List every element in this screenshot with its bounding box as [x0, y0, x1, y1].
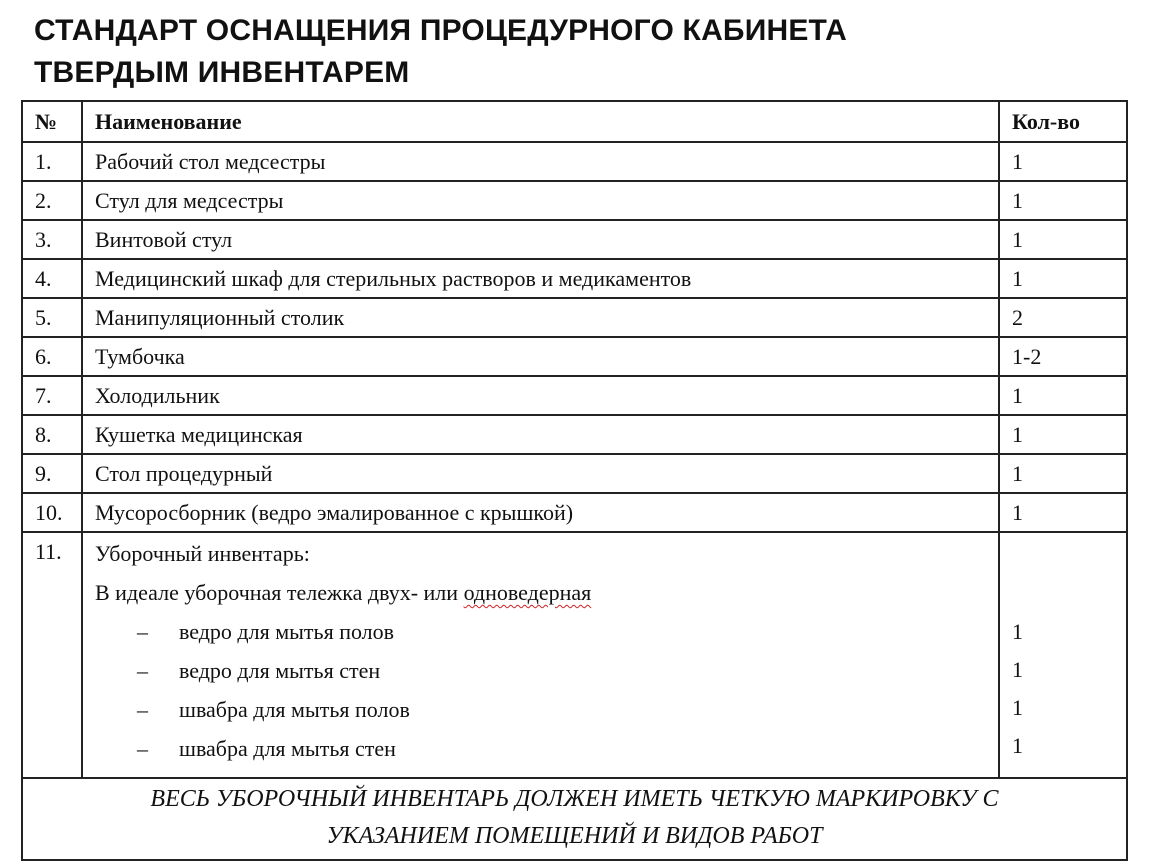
header-number: № — [22, 101, 82, 142]
footer-line-2: УКАЗАНИЕМ ПОМЕЩЕНИЙ И ВИДОВ РАБОТ — [326, 823, 823, 849]
footer-line-1: ВЕСЬ УБОРОЧНЫЙ ИНВЕНТАРЬ ДОЛЖЕН ИМЕТЬ ЧЕТКУЮ МАРКИРОВКУ С — [150, 786, 999, 812]
note-text: В идеале уборочная тележка двух- или — [95, 580, 464, 605]
dash-bullet: – — [137, 658, 148, 683]
row-name: Холодильник — [82, 376, 999, 415]
cleaning-inventory-heading: Уборочный инвентарь: — [95, 541, 310, 566]
cleaning-sub-item — [95, 734, 998, 773]
row-quantity: 1 — [999, 493, 1127, 532]
row-quantity: 1-2 — [999, 337, 1127, 376]
row-number: 11. — [22, 532, 82, 778]
row-number: 6. — [22, 337, 82, 376]
cleaning-sub-item — [95, 695, 998, 734]
row-name: Стол процедурный — [82, 454, 999, 493]
page-title — [34, 10, 1124, 94]
cleaning-sub-item — [95, 617, 998, 656]
row-number: 5. — [22, 298, 82, 337]
sub-item-name: швабра для мытья полов — [179, 697, 410, 722]
table-row — [22, 415, 1127, 454]
sub-item-name: швабра для мытья стен — [179, 736, 396, 761]
table-row — [22, 181, 1127, 220]
header-name: Наименование — [82, 101, 999, 142]
table-row — [22, 493, 1127, 532]
row-name: Медицинский шкаф для стерильных растворов и медикаментов — [82, 259, 999, 298]
sub-item-name: ведро для мытья полов — [179, 619, 395, 644]
row-name: Манипуляционный столик — [82, 298, 999, 337]
title-line-1: СТАНДАРТ ОСНАЩЕНИЯ ПРОЦЕДУРНОГО КАБИНЕТА — [34, 14, 848, 47]
row-number: 4. — [22, 259, 82, 298]
row-number: 3. — [22, 220, 82, 259]
row-number: 1. — [22, 142, 82, 181]
cleaning-inventory-cell — [82, 532, 999, 778]
table-row-cleaning-inventory — [22, 532, 1127, 778]
sub-item-quantity: 1 — [1012, 733, 1023, 758]
table-row — [22, 259, 1127, 298]
table-footer-row — [22, 778, 1127, 860]
header-quantity: Кол-во — [999, 101, 1127, 142]
table-row — [22, 454, 1127, 493]
dash-bullet: – — [137, 697, 148, 722]
row-name: Винтовой стул — [82, 220, 999, 259]
row-number: 8. — [22, 415, 82, 454]
row-number: 10. — [22, 493, 82, 532]
row-number: 7. — [22, 376, 82, 415]
row-quantity: 1 — [999, 259, 1127, 298]
row-quantity: 1 — [999, 142, 1127, 181]
row-number: 2. — [22, 181, 82, 220]
sub-item-quantity: 1 — [1012, 619, 1023, 644]
spellcheck-flagged-word: одноведерная — [463, 580, 592, 605]
row-quantity: 1 — [999, 181, 1127, 220]
table-row — [22, 337, 1127, 376]
row-name: Кушетка медицинская — [82, 415, 999, 454]
row-number: 9. — [22, 454, 82, 493]
table-row — [22, 376, 1127, 415]
table-row — [22, 142, 1127, 181]
row-quantity: 1 — [999, 415, 1127, 454]
sub-item-quantity: 1 — [1012, 657, 1023, 682]
row-quantity: 1 — [999, 376, 1127, 415]
table-row — [22, 220, 1127, 259]
cleaning-sub-item — [95, 656, 998, 695]
row-quantity: 1 — [999, 220, 1127, 259]
cleaning-inventory-note — [95, 578, 998, 617]
footer-note — [22, 778, 1127, 860]
row-name: Рабочий стол медсестры — [82, 142, 999, 181]
table-header-row — [22, 101, 1127, 142]
row-name: Тумбочка — [82, 337, 999, 376]
row-quantity: 2 — [999, 298, 1127, 337]
dash-bullet: – — [137, 736, 148, 761]
row-name: Мусоросборник (ведро эмалированное с крышкой) — [82, 493, 999, 532]
cleaning-inventory-qty-cell — [999, 532, 1127, 778]
sub-item-quantity: 1 — [1012, 695, 1023, 720]
inventory-table — [21, 100, 1128, 861]
dash-bullet: – — [137, 619, 148, 644]
table-row — [22, 298, 1127, 337]
row-name: Стул для медсестры — [82, 181, 999, 220]
sub-item-name: ведро для мытья стен — [179, 658, 381, 683]
row-quantity: 1 — [999, 454, 1127, 493]
title-line-2: ТВЕРДЫМ ИНВЕНТАРЕМ — [34, 56, 410, 89]
